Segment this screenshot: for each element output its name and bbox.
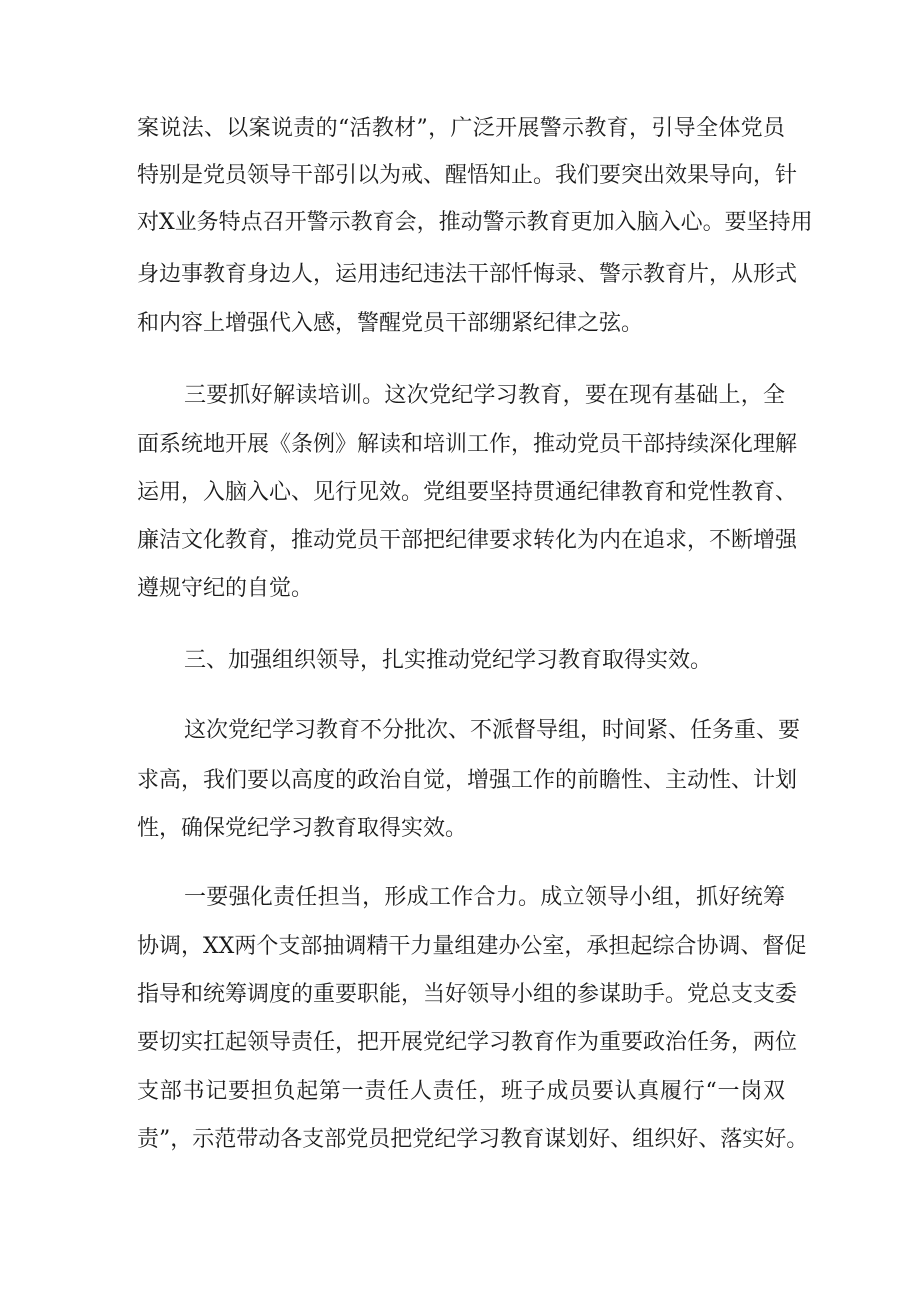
paragraph-line: 要切实扛起领导责任，把开展党纪学习教育作为重要政治任务，两位 [137,1030,798,1055]
paragraph-line: 廉洁文化教育，推动党员干部把纪律要求转化为内在追求，不断增强 [137,528,798,553]
paragraph-line: 支部书记要担负起第一责任人责任，班子成员要认真履行“一岗双 [137,1079,785,1104]
section-heading: 三、加强组织领导，扎实推动党纪学习教育取得实效。 [184,648,713,673]
paragraph-line: 身边事教育身边人，运用违纪违法干部忏悔录、警示教育片，从形式 [137,262,798,287]
paragraph-line: 一要强化责任担当，形成工作合力。成立领导小组，抓好统筹 [184,885,785,910]
paragraph-line: 和内容上增强代入感，警醒党员干部绷紧纪律之弦。 [137,311,644,336]
paragraph-line: 面系统地开展《条例》解读和培训工作，推动党员干部持续深化理解 [137,432,798,457]
paragraph-line: 这次党纪学习教育不分批次、不派督导组，时间紧、任务重、要 [184,718,801,743]
paragraph-line: 遵规守纪的自觉。 [137,576,314,601]
paragraph-line: 特别是党员领导干部引以为戒、醒悟知止。我们要突出效果导向，针 [137,163,798,188]
paragraph-line: 案说法、以案说责的“活教材”，广泛开展警示教育，引导全体党员 [137,116,785,141]
paragraph-line: 求高，我们要以高度的政治自觉，增强工作的前瞻性、主动性、计划 [137,768,798,793]
paragraph-line: 三要抓好解读培训。这次党纪学习教育，要在现有基础上，全 [184,383,785,408]
paragraph-line: 性，确保党纪学习教育取得实效。 [137,816,468,841]
paragraph-line: 对X业务特点召开警示教育会，推动警示教育更加入脑入心。要坚持用 [137,210,813,235]
paragraph-line: 指导和统筹调度的重要职能，当好领导小组的参谋助手。党总支支委 [137,982,798,1007]
paragraph-line: 运用，入脑入心、见行见效。党组要坚持贯通纪律教育和党性教育、 [137,480,798,505]
paragraph-line: 协调，XX两个支部抽调精干力量组建办公室，承担起综合协调、督促 [137,934,807,959]
paragraph-line: 责”，示范带动各支部党员把党纪学习教育谋划好、组织好、落实好。 [137,1127,809,1152]
